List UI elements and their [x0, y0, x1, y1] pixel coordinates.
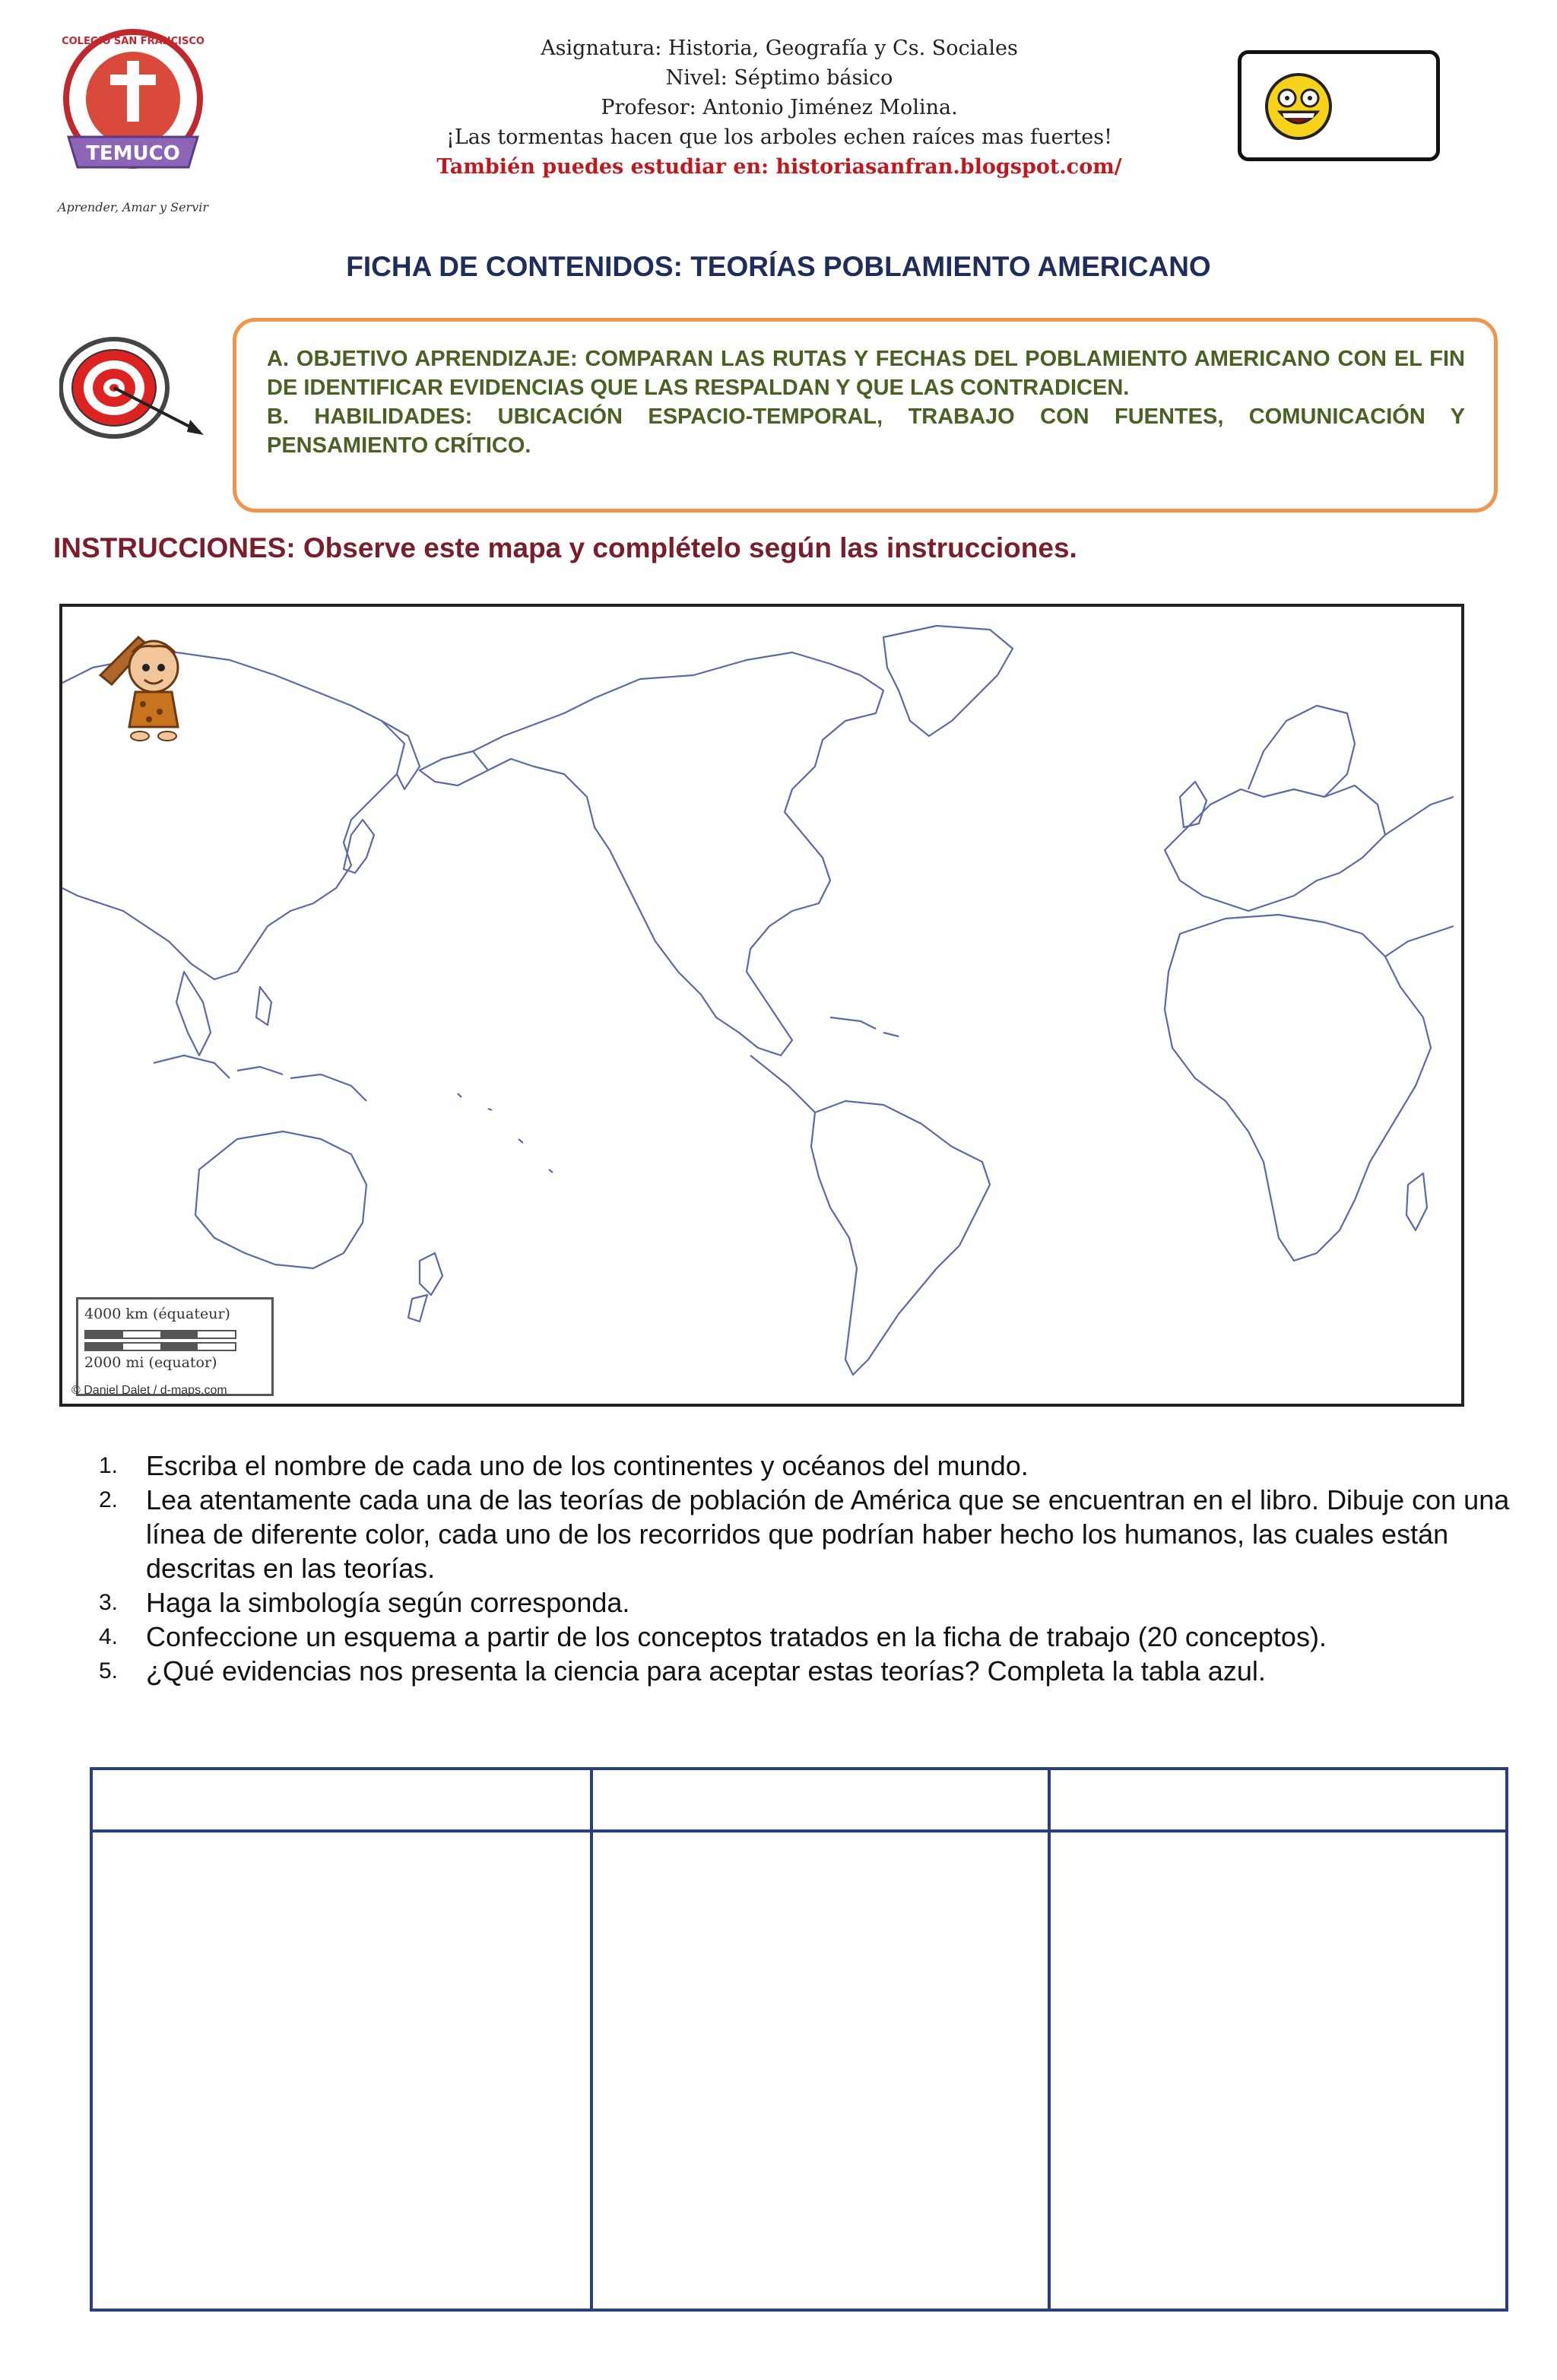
task-item: 1. Escriba el nombre de cada uno de los continentes y océanos del mundo. [99, 1450, 1029, 1481]
objective-box [233, 318, 1498, 512]
quote-line: ¡Las tormentas hacen que los arboles echen raíces mas fuertes! [446, 125, 1112, 149]
evidence-table [90, 1767, 1508, 2312]
task-item: 4. Confeccione un esquema a partir de los conceptos tratados en la ficha de trabajo (20 conceptos). [99, 1621, 1327, 1652]
indochina-outline [176, 972, 211, 1055]
caribbean-outline [830, 1017, 899, 1036]
task-text: ¿Qué evidencias nos presenta la ciencia para aceptar estas teorías? Completa la tabla azul. [146, 1655, 1266, 1687]
page-title: FICHA DE CONTENIDOS: TEORÍAS POBLAMIENTO AMERICANO [346, 251, 1211, 282]
task-text: Escriba el nombre de cada uno de los continentes y océanos del mundo. [146, 1450, 1029, 1481]
instructions-heading: INSTRUCCIONES: Observe este mapa y complételo según las instrucciones. [53, 532, 1077, 563]
objective-a: A. OBJETIVO APRENDIZAJE: COMPARAN LAS RUTAS Y FECHAS DEL POBLAMIENTO AMERICANO CON EL FIN DE IDENTIFICAR EVIDENCIAS QUE LAS RESPALDAN Y QUE LAS CONTRADICEN. [267, 347, 1465, 400]
task-item: 3. Haga la simbología según corresponda. [99, 1587, 630, 1618]
south-america-outline [811, 1101, 990, 1375]
table-body-cell[interactable] [593, 1833, 1048, 2309]
madagascar-outline [1406, 1173, 1427, 1230]
australia-outline [195, 1131, 366, 1268]
world-map-outline [62, 607, 1461, 1404]
scale-mi-bar [84, 1342, 236, 1351]
task-list [99, 1449, 1513, 1688]
table-body-cell[interactable] [1051, 1833, 1505, 2309]
scale-km-label: 4000 km (équateur) [84, 1306, 230, 1322]
map-copyright: © Daniel Dalet / d-maps.com [71, 1384, 227, 1397]
teacher-line: Profesor: Antonio Jiménez Molina. [601, 96, 958, 119]
logo-school-text: COLEGIO SAN FRANCISCO [62, 36, 205, 47]
task-item: 5. ¿Qué evidencias nos presenta la ciencia para aceptar estas teorías? Completa la tabla azul. [99, 1655, 1266, 1687]
level-line: Nivel: Séptimo básico [665, 66, 893, 90]
website-line: También puedes estudiar en: historiasanfran.blogspot.com/ [436, 155, 1122, 179]
cartoon-caveman-image [93, 622, 199, 744]
logo-city-text: TEMUCO [86, 142, 180, 165]
africa-outline [1165, 915, 1431, 1261]
greenland-outline [883, 626, 1013, 736]
map-scale [76, 1297, 274, 1396]
school-logo [46, 23, 220, 228]
header-block [304, 33, 1254, 182]
task-text: Haga la simbología según corresponda. [146, 1587, 630, 1618]
new-zealand-outline [408, 1253, 442, 1322]
task-text: Lea atentamente cada una de las teorías de población de América que se encuentran en el libro. Dibuje con una línea de diferente color, cada uno de los recorridos que podrían haber hecho los humanos, las cuales están descritas en las teorías. [146, 1484, 1510, 1584]
subject-line: Asignatura: Historia, Geografía y Cs. Sociales [541, 36, 1018, 60]
objective-b: B. HABILIDADES: UBICACIÓN ESPACIO-TEMPORAL, TRABAJO CON FUENTES, COMUNICACIÓN Y PENSAMIENTO CRÍTICO. [267, 405, 1465, 458]
europe-outline [1165, 785, 1385, 911]
pacific-islands-outline [458, 1093, 553, 1173]
north-america-outline [473, 652, 883, 1055]
indonesia-outline [154, 1055, 366, 1101]
task-text: Confeccione un esquema a partir de los conceptos tratados en la ficha de trabajo (20 conceptos). [146, 1621, 1327, 1652]
table-header-cell[interactable] [593, 1770, 1048, 1829]
smiley-icon [1264, 72, 1333, 141]
central-america-outline [750, 1055, 815, 1112]
target-icon [59, 335, 211, 441]
kamchatka-outline [382, 721, 420, 789]
scale-mi-label: 2000 mi (equator) [84, 1354, 217, 1371]
table-header-cell[interactable] [93, 1770, 590, 1829]
world-map [59, 604, 1464, 1407]
table-body-cell[interactable] [93, 1833, 590, 2309]
scale-km-bar [84, 1330, 236, 1339]
asia-east-outline [1385, 797, 1454, 957]
task-item: 2. Lea atentamente cada una de las teorías de población de América que se encuentran en el libro. Dibuje con una línea de diferente color, cada uno de los recorridos que podrían haber hecho los humanos, las cuales están descritas en las teorías. [99, 1484, 1510, 1584]
logo-motto-text: Aprender, Amar y Servir [58, 200, 208, 214]
philippines-outline [256, 987, 271, 1025]
scandinavia-outline [1248, 706, 1355, 797]
grade-box [1238, 50, 1440, 161]
table-header-cell[interactable] [1051, 1770, 1505, 1829]
